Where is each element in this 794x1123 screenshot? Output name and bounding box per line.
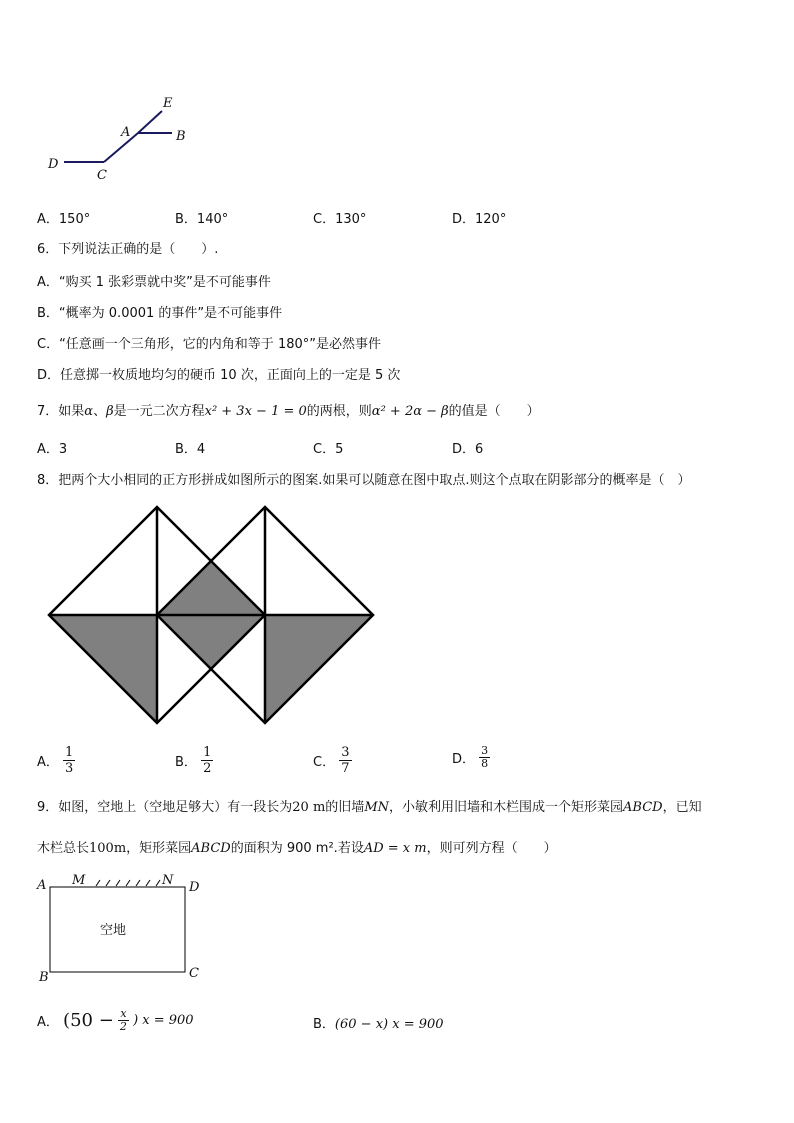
q8-stem: 8．把两个大小相同的正方形拼成如图所示的图案.如果可以随意在图中取点.则这个点取在阴影部分的概率是（ ） [37,473,691,488]
q6-stem: 6．下列说法正确的是（ ）. [37,242,219,257]
garden-center-label: 空地 [100,923,127,938]
label-e: E [163,96,173,111]
q9-stem-line1: 9．如图，空地上（空地足够大）有一段长为20 m的旧墙MN，小敏利用旧墙和木栏围成一个矩形菜园ABCD，已知 [37,800,702,815]
label-b: B [176,129,186,144]
q8-option-c[interactable]: C． $\frac{3}{7}$ [313,745,350,776]
squares-figure [40,500,385,732]
q7-option-b[interactable]: B．4 [175,442,206,457]
q5-option-b[interactable]: B．140° [175,212,229,227]
q5-option-a[interactable]: A．150° [37,212,91,227]
angle-figure [40,90,210,185]
q7-stem: 7．如果α、β是一元二次方程x² + 3x − 1 = 0的两根，则α² + 2α − β的值是（ ） [37,404,540,419]
segment-ae [138,111,162,133]
garden-label-m: M [72,873,86,888]
q9-option-a[interactable]: A． (50 − $\frac{x}{2}$ ) x = 900 [37,1007,194,1033]
garden-figure [34,870,214,985]
q5-option-d[interactable]: D．120° [452,212,507,227]
q8-option-d[interactable]: D． $\frac{3}{8}$ [452,744,489,770]
garden-label-b: B [39,970,49,985]
garden-label-d: D [189,880,200,895]
label-a: A [121,125,131,140]
garden-label-a: A [37,878,47,893]
q8-option-a[interactable]: A． $\frac{1}{3}$ [37,745,74,776]
garden-label-c: C [189,966,199,981]
q7-option-c[interactable]: C．5 [313,442,344,457]
q7-option-a[interactable]: A．3 [37,442,68,457]
q9-stem-line2: 木栏总长100m，矩形菜园ABCD的面积为 900 m².若设AD = x m，则可列方程（ ） [37,841,557,856]
q6-option-a[interactable]: A．“购买 1 张彩票就中奖”是不可能事件 [37,275,271,290]
q8-option-b[interactable]: B． $\frac{1}{2}$ [175,745,212,776]
shaded-regions [49,561,373,723]
label-d: D [48,157,59,172]
garden-label-n: N [162,873,174,888]
label-c: C [97,168,107,183]
figure-outlines [49,507,373,723]
q9-option-b[interactable]: B．(60 − x) x = 900 [313,1017,444,1032]
q7-option-d[interactable]: D．6 [452,442,484,457]
q6-option-b[interactable]: B．“概率为 0.0001 的事件”是不可能事件 [37,306,283,321]
q6-option-d[interactable]: D．任意掷一枚质地均匀的硬币 10 次，正面向上的一定是 5 次 [37,368,401,383]
q5-option-c[interactable]: C．130° [313,212,367,227]
q6-option-c[interactable]: C．“任意画一个三角形，它的内角和等于 180°”是必然事件 [37,337,381,352]
wall-hatching [96,880,160,886]
